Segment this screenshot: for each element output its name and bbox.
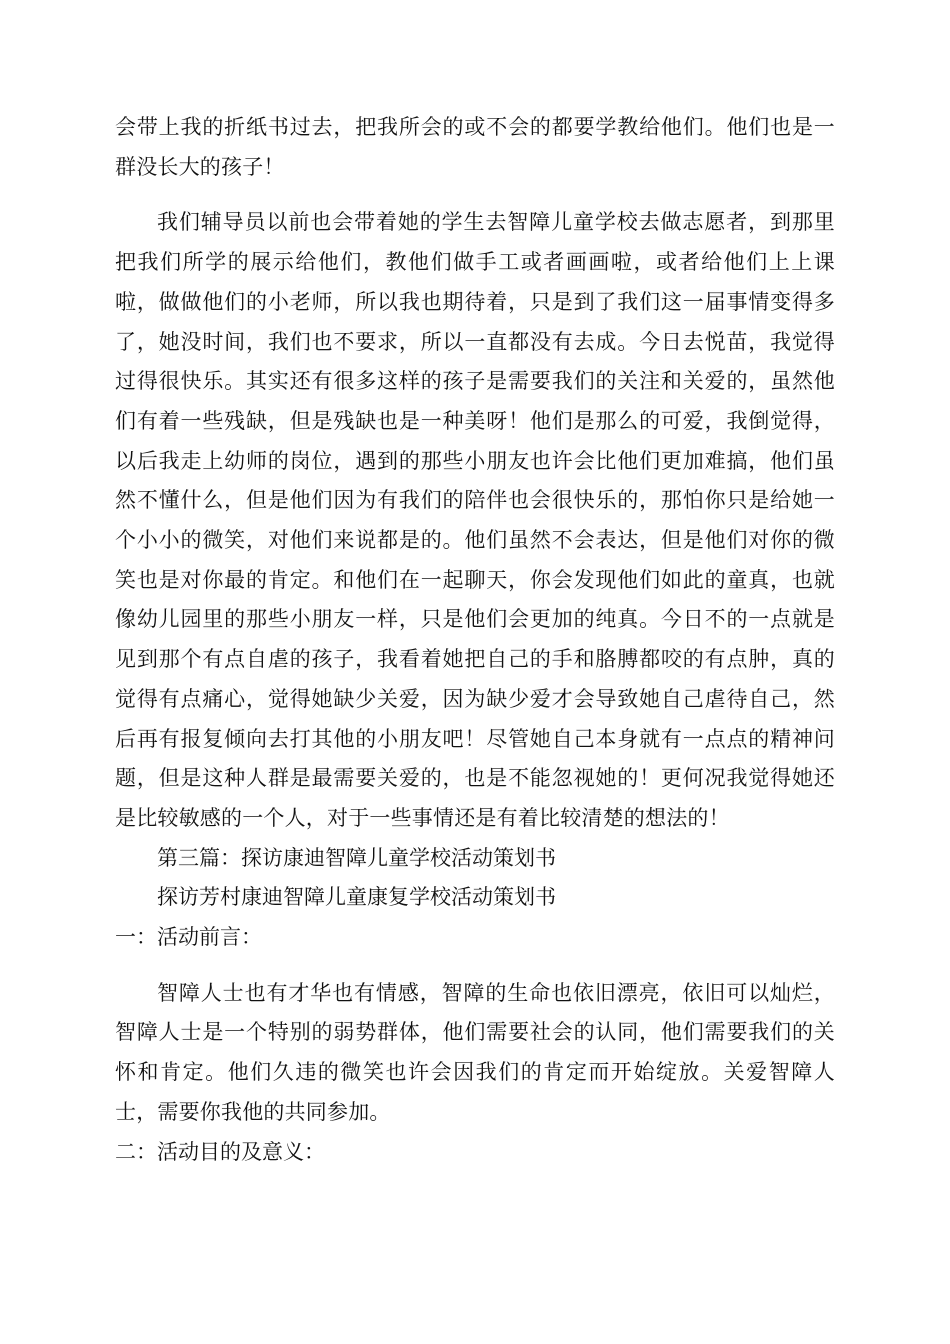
section-title-part-three: 第三篇：探访康迪智障儿童学校活动策划书 [157, 845, 556, 870]
document-page [115, 108, 835, 1172]
heading-preface: 一：活动前言： [115, 925, 262, 950]
plan-title: 探访芳村康迪智障儿童康复学校活动策划书 [157, 885, 556, 910]
paragraph-preface: 智障人士也有才华也有情感，智障的生命也依旧漂亮，依旧可以灿烂，智障人士是一个特别的弱势群体，他们需要社会的认同，他们需要我们的关怀和肯定。他们久违的微笑也许会因我们的肯定而开始绽放。关爱智障人士，需要你我他的共同参加。 [115, 980, 835, 1124]
heading-purpose: 二：活动目的及意义： [115, 1139, 325, 1164]
paragraph-reflection: 我们辅导员以前也会带着她的学生去智障儿童学校去做志愿者，到那里把我们所学的展示给他们，教他们做手工或者画画啦，或者给他们上上课啦，做做他们的小老师，所以我也期待着，只是到了我们这一届事情变得多了，她没时间，我们也不要求，所以一直都没有去成。今日去悦苗，我觉得过得很快乐。其实还有很多这样的孩子是需要我们的关注和关爱的，虽然他们有着一些残缺，但是残缺也是一种美呀！他们是那么的可爱，我倒觉得，以后我走上幼师的岗位，遇到的那些小朋友也许会比他们更加难搞，他们虽然不懂什么，但是他们因为有我们的陪伴也会很快乐的，那怕你只是给她一个小小的微笑，对他们来说都是的。他们虽然不会表达，但是他们对你的微笑也是对你最的肯定。和他们在一起聊天，你会发现他们如此的童真，也就像幼儿园里的那些小朋友一样，只是他们会更加的纯真。今日不的一点就是见到那个有点自虐的孩子，我看着她把自己的手和胳膊都咬的有点肿，真的觉得有点痛心，觉得她缺少关爱，因为缺少爱才会导致她自己虐待自己，然后再有报复倾向去打其他的小朋友吧！尽管她自己本身就有一点点的精神问题，但是这种人群是最需要关爱的，也是不能忽视她的！更何况我觉得她还是比较敏感的一个人，对于一些事情还是有着比较清楚的想法的！ [115, 210, 835, 830]
paragraph-continuation: 会带上我的折纸书过去，把我所会的或不会的都要学教给他们。他们也是一群没长大的孩子！ [115, 115, 835, 179]
